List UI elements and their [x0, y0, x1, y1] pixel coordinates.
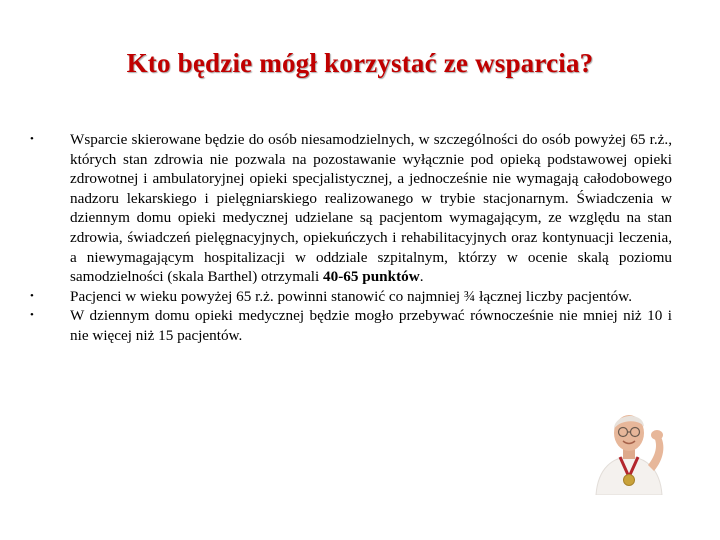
bullet-text: W dziennym domu opieki medycznej będzie mogło przebywać równocześnie nie mniej niż 10 i nie więcej niż 15 pacjentów. — [70, 307, 672, 344]
bullet-dot: • — [30, 309, 34, 322]
slide-title: Kto będzie mógł korzystać ze wsparcia? — [126, 48, 594, 78]
bullet-dot: • — [30, 289, 34, 302]
bullet-dot: • — [30, 133, 34, 145]
bullet-text: Pacjenci w wieku powyżej 65 r.ż. powinni stanowić co najmniej ¾ łącznej liczby pacjentów. — [70, 287, 633, 305]
photo-illustration — [586, 395, 672, 495]
elderly-man-with-medal-photo — [586, 395, 672, 495]
bullet-text: Wsparcie skierowane będzie do osób niesamodzielnych, w szczególności do osób powyżej 65 r.ż., których stan zdrowia nie pozwala na pozostawanie wyłącznie pod opieką podstawowej opieki zdrowotnej i ambulatoryjnej opieki specjalistycznej, a jednocześnie nie wymagają całodobowego nadzoru lekarskiego i pielęgniarskiego realizowanego w trybie stacjonarnym. Świadczenia w dziennym domu opieki medycznej udzielane są pacjentom wymagającym, ze względu na stan zdrowia, świadczeń pielęgnacyjnych, opiekuńczych i rehabilitacyjnych oraz kontynuacji leczenia, a niewymagającym hospitalizacji w oddziale szpitalnym, którzy w ocenie skalą poziomu samodzielności (skala Barthel) otrzymali — [70, 131, 672, 286]
bullet-bold-text: 40-65 punktów — [323, 268, 420, 286]
bullet-item-3 — [30, 306, 672, 345]
bullet-text-end: . — [419, 268, 424, 286]
bullet-item-2 — [30, 287, 672, 307]
bullet-list — [30, 130, 672, 346]
bullet-item-1 — [30, 130, 672, 287]
